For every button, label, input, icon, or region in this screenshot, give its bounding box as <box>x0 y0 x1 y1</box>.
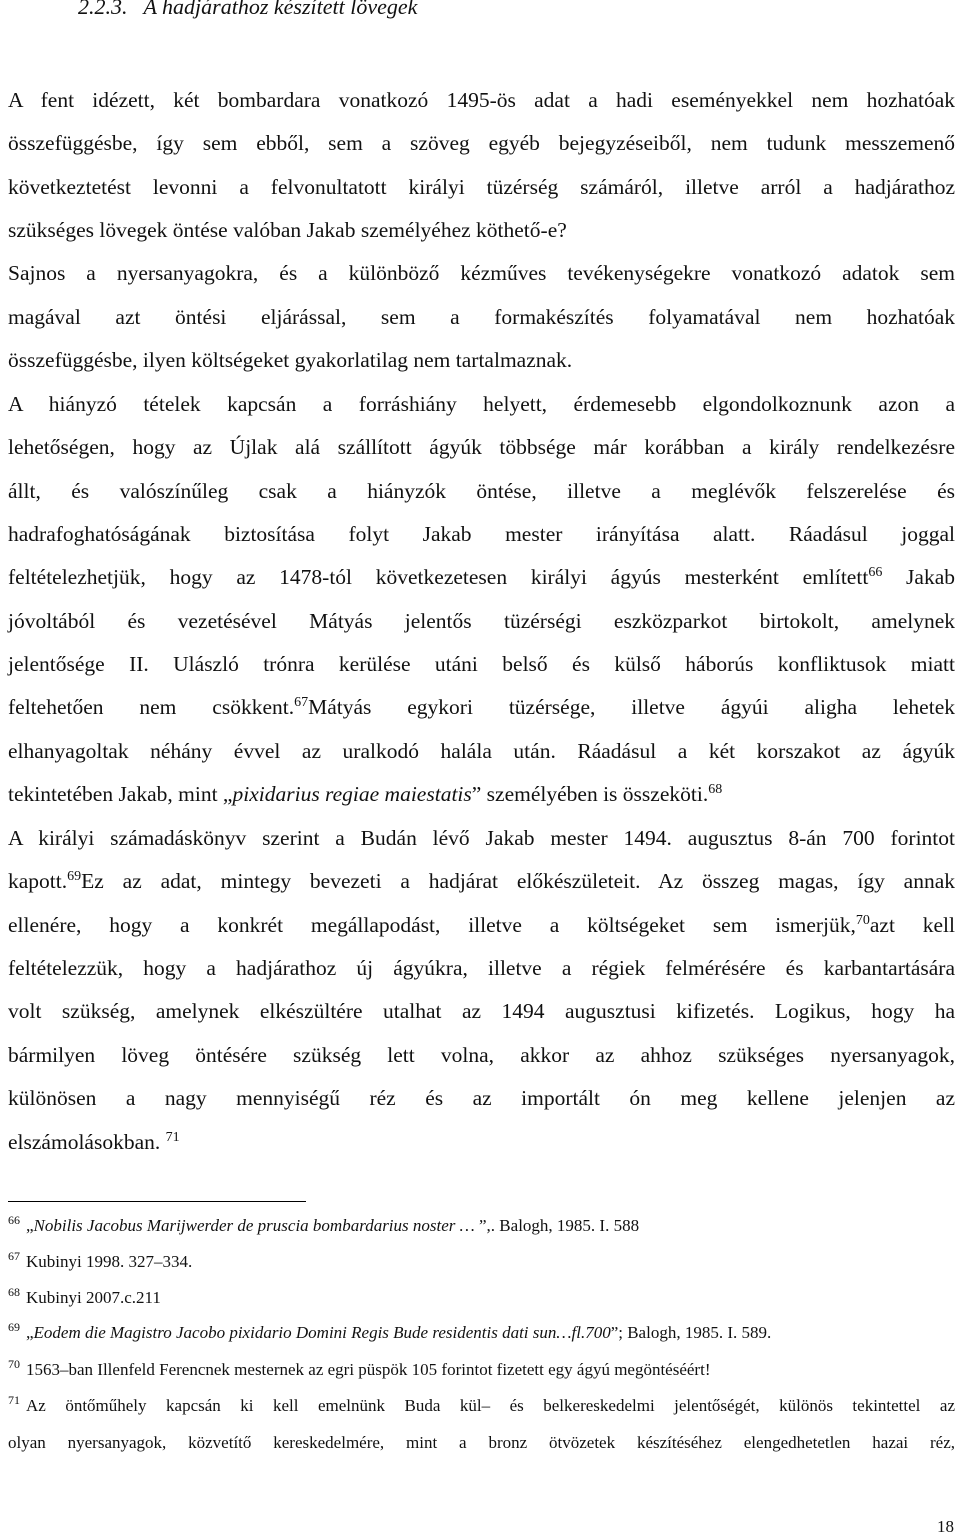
text-segment: tekintetében Jakab, mint „ <box>8 782 233 806</box>
footnote-text: Kubinyi 1998. 327–334. <box>26 1252 193 1271</box>
text-segment: azt kell <box>869 913 955 937</box>
text-line: feltételezzük, hogy a hadjárathoz új ágyúkra, illetve a régiek felmérésére és karbantartására <box>8 956 955 980</box>
text-line: bármilyen löveg öntésére szükség lett volna, akkor az ahhoz szükséges nyersanyagok, <box>8 1043 955 1067</box>
footnote-text: ”; Balogh, 1985. I. 589. <box>610 1323 772 1342</box>
text-line: magával azt öntési eljárással, sem a formakészítés folyamatával nem hozhatóak <box>8 305 955 329</box>
footnote-ref: 66 <box>868 564 883 580</box>
footnote-ref: 68 <box>708 781 723 797</box>
footnote <box>8 1359 955 1381</box>
footnote-number: 71 <box>8 1393 20 1408</box>
text-line <box>8 781 955 807</box>
text-line: állt, és valószínűleg csak a hiányzók öntése, illetve a meglévők felszerelése és <box>8 479 955 503</box>
text-segment: ” személyében is összeköti. <box>471 782 709 806</box>
footnote-number: 67 <box>8 1249 20 1264</box>
text-line: jelentősége II. Ulászló trónra kerülése utáni belső és külső háborús konfliktusok miatt <box>8 652 955 676</box>
footnote <box>8 1322 955 1344</box>
section-number: 2.2.3. <box>78 0 128 19</box>
footnote-ref: 69 <box>67 868 82 884</box>
footnote-ref: 71 <box>165 1129 180 1145</box>
text-line: összefüggésbe, így sem ebből, sem a szöveg egyéb bejegyzéseiből, nem tudunk messzemenő <box>8 131 955 155</box>
text-line: szükséges lövegek öntése valóban Jakab személyéhez köthető-e? <box>8 218 567 242</box>
text-line: A fent idézett, két bombardara vonatkozó 1495-ös adat a hadi eseményekkel nem hozhatóak <box>8 88 955 112</box>
text-line: következtetést levonni a felvonultatott királyi tüzérség számáról, illetve arról a hadjárathoz <box>8 175 955 199</box>
footnote-number: 66 <box>8 1213 20 1228</box>
text-line <box>8 564 955 590</box>
text-segment: ellenére, hogy a konkrét megállapodást, illetve a költségeket sem ismerjük, <box>8 913 856 937</box>
footnote-ref: 67 <box>294 694 309 710</box>
text-segment: Ez az adat, mintegy bevezeti a hadjárat előkészületeit. Az összeg magas, így annak <box>81 869 955 893</box>
footnote-text: Az öntőműhely kapcsán ki kell emelnünk Buda kül– és belkereskedelmi jelentőségét, különös tekintettel az <box>26 1396 955 1415</box>
text-line: jóvoltából és vezetésével Mátyás jelentős tüzérségi eszközparkot birtokolt, amelynek <box>8 609 955 633</box>
text-line: összefüggésbe, ilyen költségeket gyakorlatilag nem tartalmaznak. <box>8 348 573 372</box>
footnote <box>8 1287 955 1309</box>
latin-title: pixidarius regiae maiestatis <box>232 782 472 806</box>
text-line: volt szükség, amelynek elkészültére utalhat az 1494 augusztusi kifizetés. Logikus, hogy ha <box>8 999 955 1023</box>
text-line: A királyi számadáskönyv szerint a Budán lévő Jakab mester 1494. augusztus 8-án 700 forintot <box>8 826 955 850</box>
text-line: Sajnos a nyersanyagokra, és a különböző kézműves tevékenységekre vonatkozó adatok sem <box>8 261 955 285</box>
footnote-text: 1563–ban Illenfeld Ferencnek mesternek az egri püspök 105 forintot fizetett egy ágyú megöntéséért! <box>26 1360 711 1379</box>
text-line <box>8 1129 955 1155</box>
footnote <box>8 1215 955 1237</box>
page-number: 18 <box>937 1517 954 1536</box>
text-segment: kapott. <box>8 869 68 893</box>
text-segment: Mátyás egykori tüzérsége, illetve ágyúi aligha lehetek <box>308 695 955 719</box>
footnote-number: 70 <box>8 1357 20 1372</box>
section-heading <box>78 0 417 20</box>
text-line: lehetőségen, hogy az Újlak alá szállított ágyúk többsége már korábban a király rendelkezésre <box>8 435 955 459</box>
text-line: A hiányzó tételek kapcsán a forráshiány helyett, érdemesebb elgondolkoznunk azon a <box>8 392 955 416</box>
footnote-number: 68 <box>8 1285 20 1300</box>
text-line <box>8 694 955 720</box>
section-title: A hadjárathoz készített lövegek <box>143 0 418 19</box>
text-line: elhanyagoltak néhány évvel az uralkodó halála után. Ráadásul a két korszakot az ágyúk <box>8 739 955 763</box>
footnote-text: ”,. Balogh, 1985. I. 588 <box>474 1216 640 1235</box>
text-segment: feltehetően nem csökkent. <box>8 695 295 719</box>
text-line <box>8 912 955 938</box>
footnote-number: 69 <box>8 1320 20 1335</box>
footnote-text: „ <box>26 1216 34 1235</box>
footnote-text: Kubinyi 2007.c.211 <box>26 1288 161 1307</box>
footnote <box>8 1395 955 1417</box>
footnote-quote: Nobilis Jacobus Marijwerder de pruscia bombardarius noster … <box>33 1216 475 1235</box>
footnote <box>8 1251 955 1273</box>
text-segment: Jakab <box>906 565 955 589</box>
text-line: különösen a nagy mennyiségű réz és az importált ón meg kellene jelenjen az <box>8 1086 955 1110</box>
text-segment: feltételezhetjük, hogy az 1478-tól következetesen királyi ágyús mesterként említett <box>8 565 869 589</box>
footnote-separator <box>8 1201 306 1202</box>
footnote-quote: Eodem die Magistro Jacobo pixidario Domini Regis Bude residentis dati sun…fl.700 <box>33 1323 611 1342</box>
text-line <box>8 868 955 894</box>
text-line: hadrafoghatóságának biztosítása folyt Jakab mester irányítása alatt. Ráadásul joggal <box>8 522 955 546</box>
footnote-ref: 70 <box>855 912 870 928</box>
footnote-continuation: olyan nyersanyagok, közvetítő kereskedelmére, mint a bronz ötvözetek készítéséhez elengedhetetlen hazai réz, <box>8 1433 955 1452</box>
footnote-text: „ <box>26 1323 34 1342</box>
text-segment: elszámolásokban. <box>8 1130 161 1154</box>
